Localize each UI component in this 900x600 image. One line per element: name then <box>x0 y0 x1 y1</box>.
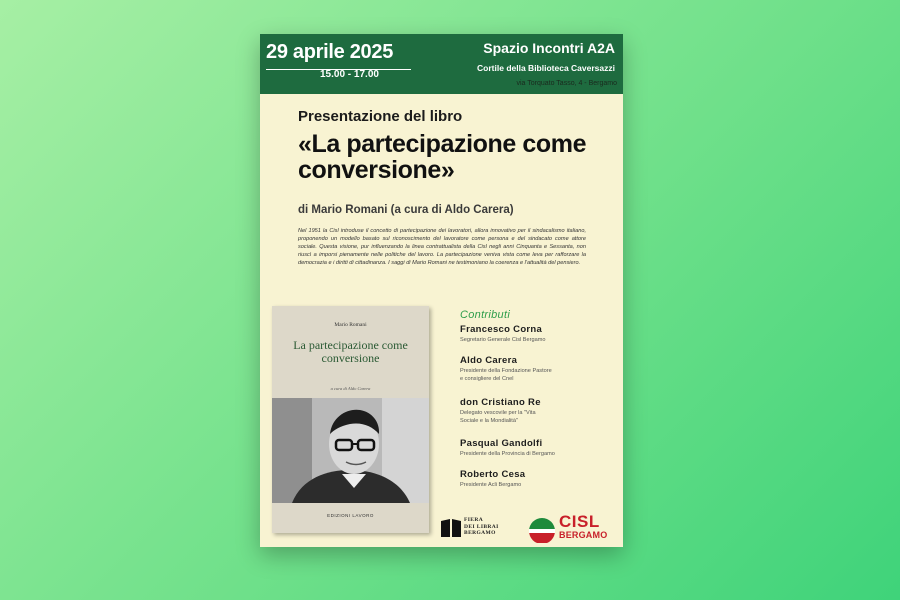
open-book-icon <box>440 517 462 539</box>
speaker-item <box>460 469 620 490</box>
cisl-bergamo-logo <box>526 512 618 544</box>
author-portrait-photo <box>272 398 429 503</box>
fiera-librai-logo <box>440 515 520 541</box>
speaker-name: Francesco Corna <box>460 324 543 335</box>
speaker-name: Aldo Carera <box>460 355 518 366</box>
venue-name: Spazio Incontri A2A <box>483 40 615 56</box>
speaker-item <box>460 324 620 345</box>
fiera-line-2: DEI LIBRAI <box>464 523 499 530</box>
cisl-subtitle: BERGAMO <box>559 530 608 540</box>
speaker-role: Presidente della Provincia di Bergamo <box>460 451 555 457</box>
cover-author: Mario Romani <box>334 322 367 328</box>
speaker-item <box>460 355 620 383</box>
presentation-label: Presentazione del libro <box>298 108 463 125</box>
book-title: «La partecipazione come conversione» <box>298 130 587 184</box>
portrait-illustration <box>272 398 429 503</box>
speaker-name: Pasqual Gandolfi <box>460 438 543 449</box>
fiera-wordmark <box>464 517 499 537</box>
speaker-name: Roberto Cesa <box>460 469 526 480</box>
speaker-role: Delegato vescovile per la "Vita Sociale e la Mondialità" <box>460 410 536 424</box>
speaker-name: don Cristiano Re <box>460 397 541 408</box>
cover-title: La partecipazione come conversione <box>293 338 408 365</box>
speaker-role: Presidente della Fondazione Pastore e consigliere del Cnel <box>460 368 552 382</box>
venue-address: via Torquato Tasso, 4 - Bergamo <box>516 80 617 87</box>
cisl-emblem-icon <box>526 513 558 543</box>
event-date: 29 aprile 2025 <box>266 41 394 63</box>
book-cover <box>272 306 429 533</box>
venue-location: Cortile della Biblioteca Caversazzi <box>477 63 615 73</box>
cover-curator: a cura di Aldo Carera <box>330 386 371 391</box>
fiera-line-3: BERGAMO <box>464 530 496 536</box>
cover-publisher: EDIZIONI LAVORO <box>327 513 374 518</box>
speaker-role: Segretario Generale Cisl Bergamo <box>460 337 546 343</box>
cisl-wordmark: CISL <box>559 512 600 531</box>
event-poster <box>260 34 623 547</box>
contributions-heading: Contributi <box>460 309 511 321</box>
speaker-item <box>460 397 620 425</box>
author-line: di Mario Romani (a cura di Aldo Carera) <box>298 204 514 216</box>
fiera-line-1: FIERA <box>464 517 484 523</box>
intro-paragraph: Nel 1951 la Cisl introduse il concetto di partecipazione dei lavoratori, allora innovativo per il sindacalismo italiano, proponendo un modello basato sul riconoscimento del lavoratore come persona e del sindacato come attore sociale. Questa visione, pur influenzando la linea contrattualista della Cisl negli anni Cinquanta e Sessanta, non riuscì a imporsi pienamente nelle politiche del lavoro. La partecipazione veniva vista come leva per rafforzare la democrazia e i diritti di cittadinanza. I saggi di Mario Romani ne testimoniano la coerenza e l'attualità del pensiero. <box>298 228 586 266</box>
event-time: 15.00 - 17.00 <box>320 69 379 80</box>
speaker-role: Presidente Acli Bergamo <box>460 482 522 488</box>
speaker-item <box>460 438 620 459</box>
